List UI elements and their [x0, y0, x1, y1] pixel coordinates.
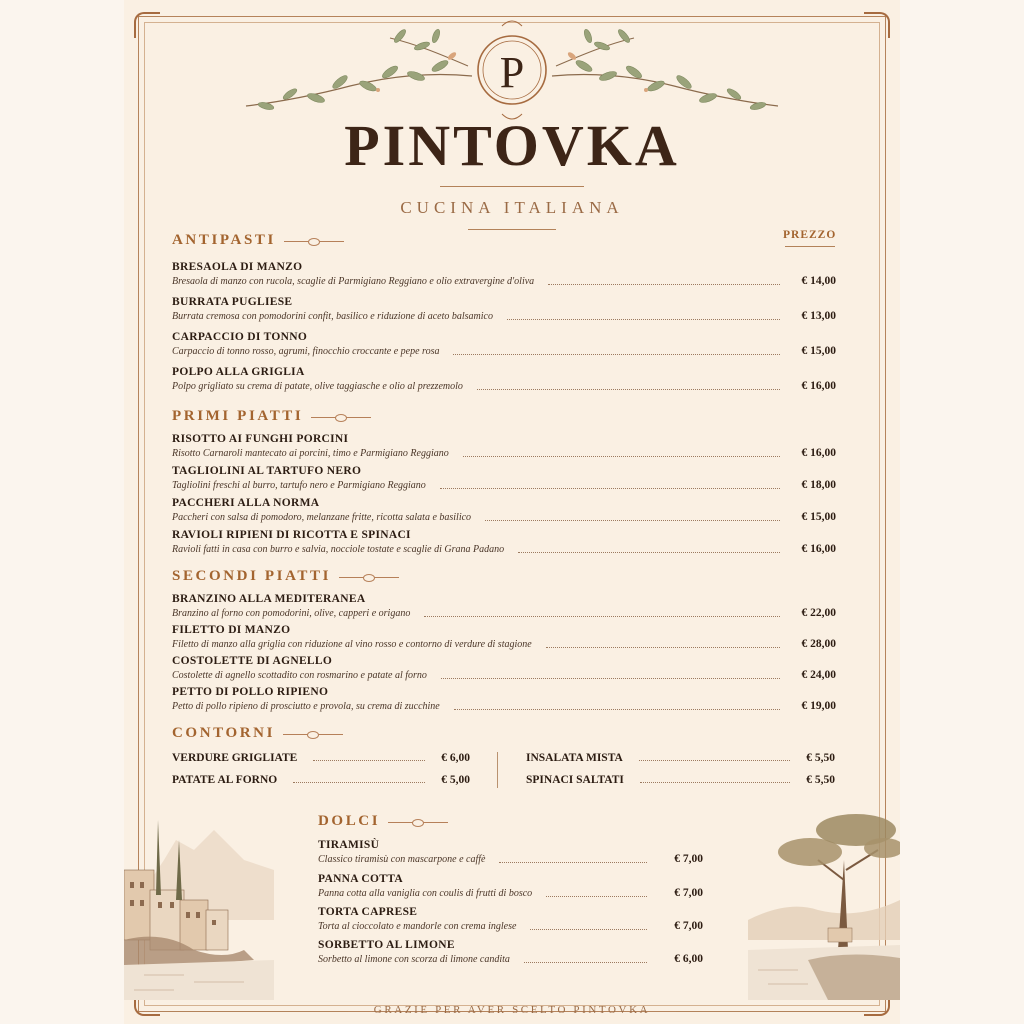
side-dish-item: VERDURE GRIGLIATE € 6,00: [172, 752, 470, 764]
menu-item: BRESAOLA DI MANZO Bresaola di manzo con rucola, scaglie di Parmigiano Reggiano e olio extravergine d'oliva € 14,00: [172, 261, 836, 287]
pine-tree-illustration: [748, 800, 900, 1000]
menu-item: BURRATA PUGLIESE Burrata cremosa con pomodorini confit, basilico e riduzione di aceto balsamico € 13,00: [172, 296, 836, 322]
restaurant-subtitle: CUCINA ITALIANA: [400, 198, 624, 217]
menu-item: RAVIOLI RIPIENI DI RICOTTA E SPINACI Ravioli fatti in casa con burro e salvia, nocciole tostate e scaglie di Grana Padano € 16,00: [172, 529, 836, 555]
frame-corner: [134, 12, 160, 38]
side-dish-item: SPINACI SALTATI € 5,50: [526, 774, 835, 786]
menu-item: BRANZINO ALLA MEDITERANEA Branzino al forno con pomodorini, olive, capperi e origano € 22,00: [172, 593, 836, 619]
section-secondi-title: SECONDI PIATTI: [172, 568, 399, 585]
menu-item: PETTO DI POLLO RIPIENO Petto di pollo ripieno di prosciutto e provola, su crema di zucchine € 19,00: [172, 686, 836, 712]
footer-rule-left: [148, 1011, 348, 1012]
restaurant-name: PINTOVKA: [344, 113, 680, 178]
menu-item: SORBETTO AL LIMONE Sorbetto al limone con scorza di limone candita € 6,00: [318, 939, 703, 965]
title-rule: [440, 186, 584, 187]
menu-item: TORTA CAPRESE Torta al cioccolato e mandorle con crema inglese € 7,00: [318, 906, 703, 932]
column-divider: [497, 752, 498, 788]
footer-rule-right: [676, 1011, 876, 1012]
section-antipasti-title: ANTIPASTI: [172, 232, 344, 249]
frame-corner: [864, 12, 890, 38]
footer-thanks: GRAZIE PER AVER SCELTO PINTOVKA: [373, 1004, 651, 1016]
menu-item: RISOTTO AI FUNGHI PORCINI Risotto Carnaroli mantecato ai porcini, timo e Parmigiano Reggiano € 16,00: [172, 433, 836, 459]
subtitle-rule: [468, 229, 556, 230]
side-dish-item: PATATE AL FORNO € 5,00: [172, 774, 470, 786]
menu-item: FILETTO DI MANZO Filetto di manzo alla griglia con riduzione al vino rosso e contorno di verdure di stagione € 28,00: [172, 624, 836, 650]
menu-item: PANNA COTTA Panna cotta alla vaniglia con coulis di frutti di bosco € 7,00: [318, 873, 703, 899]
price-column-header: PREZZO: [783, 229, 837, 241]
section-dolci-title: DOLCI: [318, 813, 448, 830]
price-header-rule: [785, 246, 835, 247]
menu-item: CARPACCIO DI TONNO Carpaccio di tonno rosso, agrumi, finocchio croccante e pepe rosa € 15,00: [172, 331, 836, 357]
menu-item: POLPO ALLA GRIGLIA Polpo grigliato su crema di patate, olive taggiasche e olio al prezzemolo € 16,00: [172, 366, 836, 392]
menu-item: COSTOLETTE DI AGNELLO Costolette di agnello scottadito con rosmarino e patate al forno € 24,00: [172, 655, 836, 681]
menu-item: TAGLIOLINI AL TARTUFO NERO Tagliolini freschi al burro, tartufo nero e Parmigiano Reggiano € 18,00: [172, 465, 836, 491]
menu-item: PACCHERI ALLA NORMA Paccheri con salsa di pomodoro, melanzane fritte, ricotta salata e basilico € 15,00: [172, 497, 836, 523]
monogram: P: [499, 48, 525, 97]
side-dish-item: INSALATA MISTA € 5,50: [526, 752, 835, 764]
coastal-village-illustration: [124, 800, 274, 1000]
section-contorni-title: CONTORNI: [172, 725, 343, 742]
section-primi-title: PRIMI PIATTI: [172, 408, 371, 425]
menu-item: TIRAMISÙ Classico tiramisù con mascarpone e caffè € 7,00: [318, 839, 703, 865]
